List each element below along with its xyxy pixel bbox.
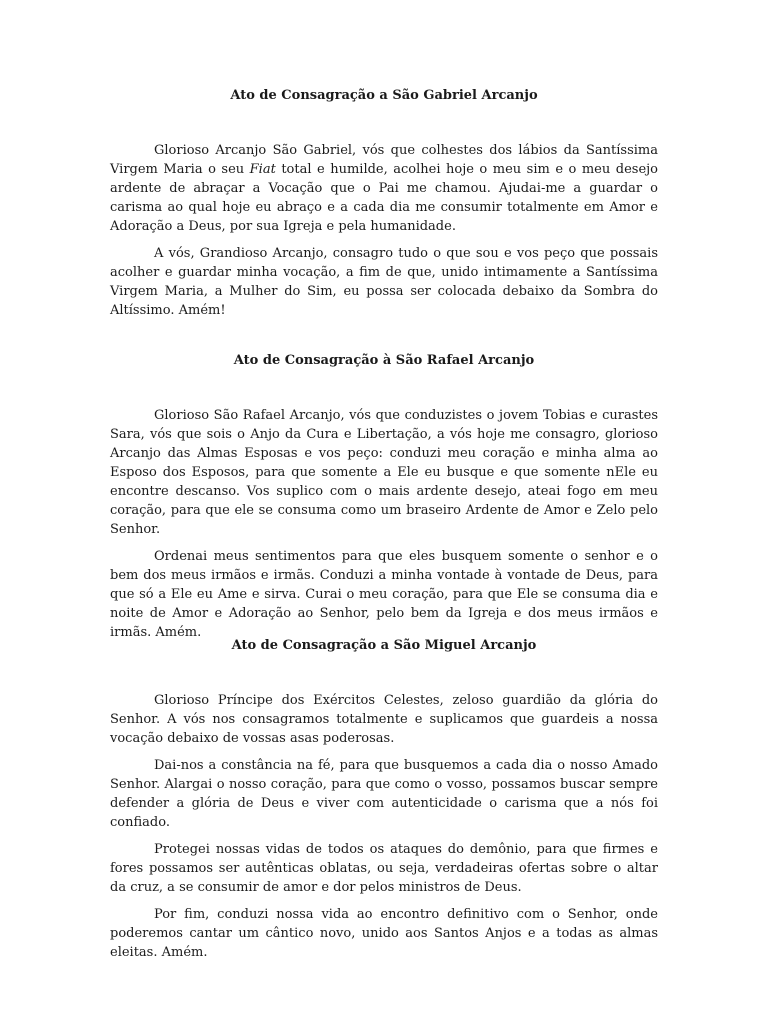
section-title-miguel: Ato de Consagração a São Miguel Arcanjo (231, 638, 537, 653)
paragraph (110, 141, 658, 236)
section-body-miguel (110, 691, 658, 970)
paragraph-italic-text: Fiat (249, 162, 276, 177)
paragraph: Ordenai meus sentimentos para que eles busquem somente o senhor e o bem dos meus irmãos e irmãs. Conduzi a minha vontade à vontade de Deus, para que só a Ele eu Ame e sirva. Curai o meu coração, para que Ele se consuma dia e noite de Amor e Adoração ao Senhor, pelo bem da Igreja e dos meus irmãos e irmãs. Amém. (110, 549, 658, 640)
paragraph-text: total e humilde, acolhei hoje o meu sim e o meu desejo ardente de abraçar a Vocação que o Pai me chamou. Ajudai-me a guardar o carisma ao qual hoje eu abraço e a cada dia me consumir totalmente em Amor e Adoração a Deus, por sua Igreja e pela humanidade. (110, 162, 658, 234)
paragraph: Glorioso São Rafael Arcanjo, vós que conduzistes o jovem Tobias e curastes Sara, vós que sois o Anjo da Cura e Libertação, a vós hoje me consagro, glorioso Arcanjo das Almas Esposas e vos peço: conduzi meu coração e minha alma ao Esposo dos Esposos, para que somente a Ele eu busque e que somente nEle eu encontre descanso. Vos suplico com o mais ardente desejo, ateai fogo em meu coração, para que ele se consuma como um braseiro Ardente de Amor e Zelo pelo Senhor. (110, 408, 658, 537)
section-title-gabriel: Ato de Consagração a São Gabriel Arcanjo (230, 88, 538, 103)
paragraph: Por fim, conduzi nossa vida ao encontro definitivo com o Senhor, onde poderemos cantar um cântico novo, unido aos Santos Anjos e a todas as almas eleitas. Amém. (110, 907, 658, 960)
section-body-rafael (110, 406, 658, 650)
paragraph: Dai-nos a constância na fé, para que busquemos a cada dia o nosso Amado Senhor. Alargai o nosso coração, para que como o vosso, possamos buscar sempre defender a glória de Deus e viver com autenticidade o carisma que a nós foi confiado. (110, 758, 658, 830)
paragraph: A vós, Grandioso Arcanjo, consagro tudo o que sou e vos peço que possais acolher e guardar minha vocação, a fim de que, unido intimamente a Santíssima Virgem Maria, a Mulher do Sim, eu possa ser colocada debaixo da Sombra do Altíssimo. Amém! (110, 246, 658, 318)
paragraph-text: Glorioso Arcanjo São Gabriel, vós que colhestes dos lábios da Santíssima Virgem Maria o seu (110, 143, 658, 177)
paragraph: Glorioso Príncipe dos Exércitos Celestes, zeloso guardião da glória do Senhor. A vós nos consagramos totalmente e suplicamos que guardeis a nossa vocação debaixo de vossas asas poderosas. (110, 693, 658, 746)
paragraph: Protegei nossas vidas de todos os ataques do demônio, para que firmes e fores possamos ser autênticas oblatas, ou seja, verdadeiras ofertas sobre o altar da cruz, a se consumir de amor e dor pelos ministros de Deus. (110, 842, 658, 895)
section-body-gabriel (110, 141, 658, 328)
section-title-rafael: Ato de Consagração à São Rafael Arcanjo (233, 353, 535, 368)
